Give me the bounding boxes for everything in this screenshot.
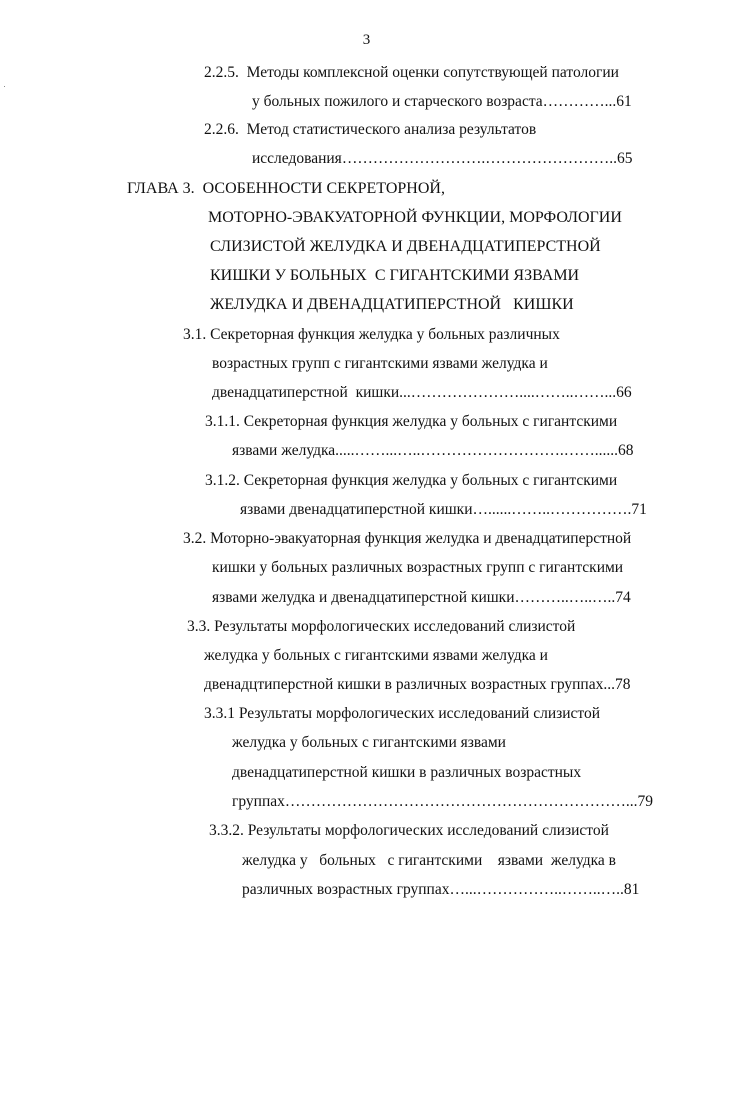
toc-entry-3-3-cont: желудка у больных с гигантскими язвами желудка и — [204, 647, 548, 664]
scan-speck — [4, 86, 5, 87]
toc-entry-3-1: 3.1. Секреторная функция желудка у больных различных — [183, 326, 560, 343]
toc-entry-3-3-2-cont: желудка у больных с гигантскими язвами желудка в — [242, 852, 616, 869]
toc-entry-3-3-2: 3.3.2. Результаты морфологических исследований слизистой — [209, 822, 609, 839]
toc-entry-2-2-5: 2.2.5. Методы комплексной оценки сопутствующей патологии — [204, 64, 619, 81]
toc-entry-3-3: 3.3. Результаты морфологических исследований слизистой — [187, 618, 576, 635]
chapter-3-heading-line-2: МОТОРНО-ЭВАКУАТОРНОЙ ФУНКЦИИ, МОРФОЛОГИИ — [208, 209, 622, 226]
chapter-3-heading: ГЛАВА 3. ОСОБЕННОСТИ СЕКРЕТОРНОЙ, — [127, 180, 445, 197]
toc-entry-3-1-cont: возрастных групп с гигантскими язвами желудка и — [212, 355, 548, 372]
chapter-3-heading-line-4: КИШКИ У БОЛЬНЫХ С ГИГАНТСКИМИ ЯЗВАМИ — [210, 267, 580, 284]
toc-entry-3-1-cont-2: двенадцатиперстной кишки...…………………....……..……...66 — [212, 384, 632, 401]
toc-entry-2-2-6-cont: исследования……………………….……………………..65 — [252, 150, 633, 167]
toc-entry-3-3-1: 3.3.1 Результаты морфологических исследований слизистой — [204, 705, 601, 722]
toc-entry-3-1-2-cont: язвами двенадцатиперстной кишки…......……..…………….71 — [240, 501, 647, 518]
toc-entry-2-2-6: 2.2.6. Метод статистического анализа результатов — [204, 121, 537, 138]
chapter-3-heading-line-5: ЖЕЛУДКА И ДВЕНАДЦАТИПЕРСТНОЙ КИШКИ — [210, 296, 574, 313]
toc-entry-3-1-1: 3.1.1. Секреторная функция желудка у больных с гигантскими — [205, 413, 618, 430]
toc-entry-3-3-2-cont-2: различных возрастных группах…...……………..……..…..81 — [242, 881, 640, 898]
toc-entry-3-3-1-cont-2: двенадцатиперстной кишки в различных возрастных — [232, 764, 582, 781]
toc-entry-3-3-cont-2: двенадцтиперстной кишки в различных возрастных группах...78 — [204, 676, 631, 693]
toc-entry-3-3-1-cont-3: группах…………………………………………………………...79 — [232, 793, 653, 810]
toc-entry-3-1-2: 3.1.2. Секреторная функция желудка у больных с гигантскими — [205, 472, 618, 489]
chapter-3-heading-line-3: СЛИЗИСТОЙ ЖЕЛУДКА И ДВЕНАДЦАТИПЕРСТНОЙ — [210, 238, 601, 255]
toc-entry-3-2-cont: кишки у больных различных возрастных групп с гигантскими — [212, 559, 624, 576]
toc-entry-3-2-cont-2: язвами желудка и двенадцатиперстной кишки………..…..…..74 — [212, 589, 631, 606]
toc-entry-3-1-1-cont: язвами желудка.....……...…..……………………….……......68 — [232, 442, 634, 459]
page-number: 3 — [362, 32, 371, 48]
toc-entry-2-2-5-cont: у больных пожилого и старческого возраста…………...61 — [252, 93, 632, 110]
toc-entry-3-2: 3.2. Моторно-эвакуаторная функция желудка и двенадцатиперстной — [183, 530, 632, 547]
toc-entry-3-3-1-cont: желудка у больных с гигантскими язвами — [232, 734, 506, 751]
